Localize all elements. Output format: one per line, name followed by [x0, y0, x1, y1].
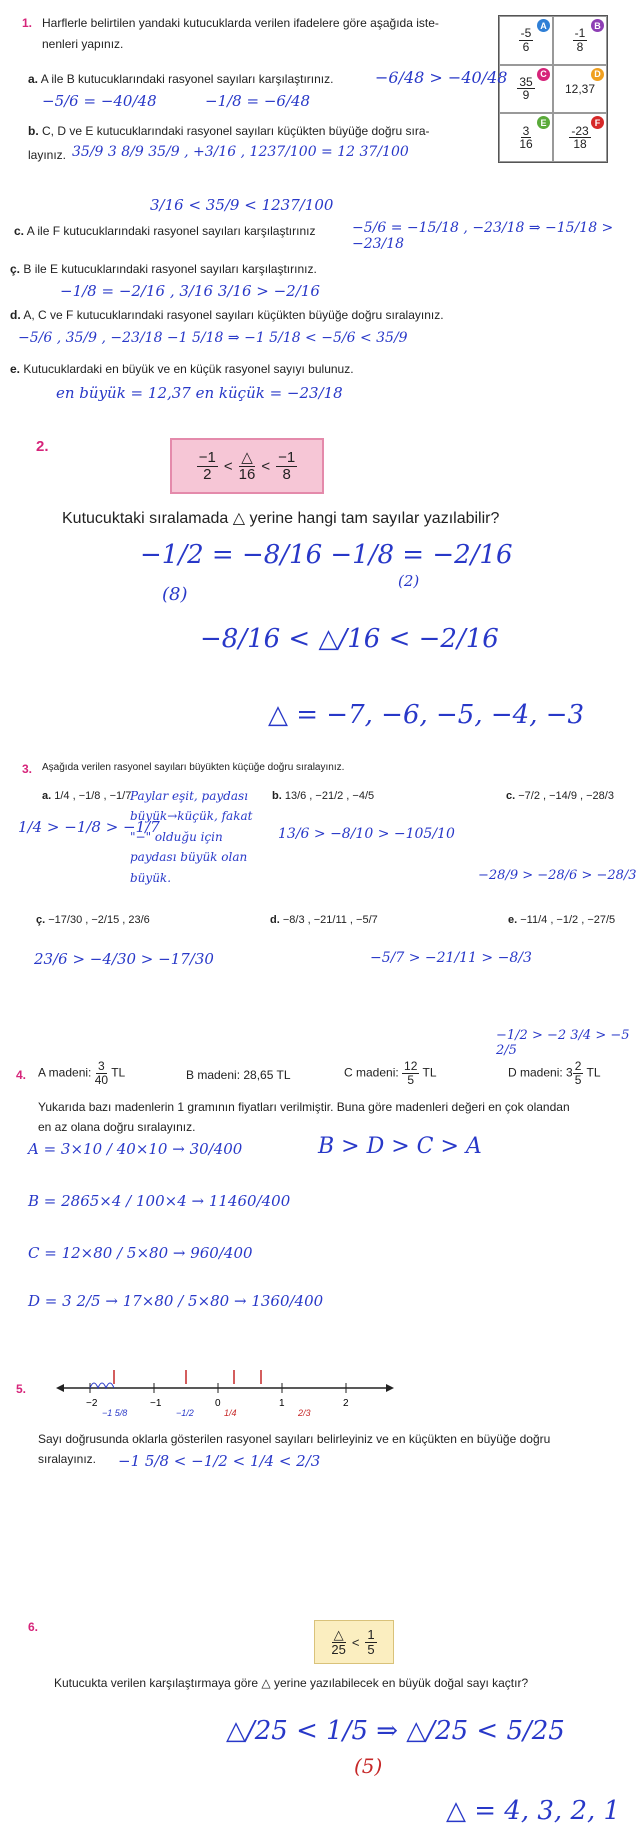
q4-hw-b: B = 2865×4 / 100×4 → 11460/400	[28, 1192, 291, 1210]
box-a-num: -5	[520, 26, 532, 41]
q4-d-whole: 3	[566, 1065, 573, 1080]
q1-a-hw-left2: −1/8 = −6/48	[205, 92, 311, 110]
q6-triangle: △	[333, 1626, 344, 1642]
q1-d-hw: −5/6 , 35/9 , −23/18 −1 5/18 ⇒ −1 5/18 < −5/6 < 35/9	[18, 330, 408, 346]
q4-c-den: 5	[407, 1072, 415, 1087]
q4-hw-c: C = 12×80 / 5×80 → 960/400	[28, 1244, 253, 1262]
q3-cc-hw: 23/6 > −4/30 > −17/30	[34, 950, 214, 968]
q1-e-hw: en büyük = 12,37 en küçük = −23/18	[56, 384, 343, 402]
q3-b-hw: 13/6 > −8/10 > −105/10	[278, 826, 455, 842]
q1-c	[14, 224, 315, 238]
q4-text1: Yukarıda bazı madenlerin 1 gramının fiyatları verilmiştir. Buna göre madenleri değeri en çok olandan	[38, 1100, 570, 1114]
hw-mark-label-3: 1/4	[224, 1408, 237, 1418]
q6-inequality-box: $\frac{\triangle}{25}$ < $\frac{1}{5}$	[314, 1620, 394, 1664]
q2-triangle: △	[241, 448, 253, 466]
q2-inequality-box: $\frac{-1}{2}$ < $\frac{\triangle}{16}$ < $\frac{-1}{8}$	[170, 438, 324, 494]
q4-mine-b: B madeni: 28,65 TL	[186, 1068, 291, 1082]
tick-label-two: 2	[343, 1398, 349, 1409]
q3-cc-items: −17/30 , −2/15 , 23/6	[48, 914, 150, 926]
q4-d-num: 2	[574, 1059, 582, 1073]
q5-hw-order: −1 5/8 < −1/2 < 1/4 < 2/3	[118, 1452, 321, 1470]
q6-hw-inequality: △/25 < 1/5 ⇒ △/25 < 5/25	[226, 1716, 565, 1746]
hw-mark-label-2: −1/2	[176, 1408, 194, 1418]
q1-cc-hw: −1/8 = −2/16 , 3/16 3/16 > −2/16	[60, 282, 320, 300]
q3-cc	[36, 914, 150, 926]
box-d-value: 12,37	[564, 81, 596, 96]
box-e	[499, 113, 553, 162]
q1-cc-text: B ile E kutucuklarındaki rasyonel sayıları karşılaştırınız.	[23, 262, 317, 276]
q4-a-currency: TL	[111, 1065, 126, 1080]
q3-a-hw: 1/4 > −1/8 > −1/7	[18, 818, 160, 836]
q4-d-label: D madeni:	[508, 1065, 563, 1080]
q1-intro	[42, 16, 482, 51]
q4-a-num: 3	[98, 1059, 105, 1073]
q3-a-items: 1/4 , −1/8 , −1/7	[54, 790, 132, 802]
q2-number: 2.	[36, 438, 49, 455]
q4-mine-d	[508, 1060, 601, 1086]
q3-c-items: −7/2 , −14/9 , −28/3	[518, 790, 614, 802]
q5-text2: sıralayınız.	[38, 1452, 97, 1466]
badge-b: B	[591, 19, 604, 32]
tick-label-one: 1	[279, 1398, 285, 1409]
q1-a-hw-right: −6/48 > −40/48	[375, 68, 508, 87]
q6-hw-answer: △ = 4, 3, 2, 1	[446, 1796, 621, 1826]
badge-e: E	[537, 116, 550, 129]
q3-d-label: d.	[270, 914, 280, 926]
badge-f: F	[591, 116, 604, 129]
q4-hw-a: A = 3×10 / 40×10 → 30/400	[28, 1140, 243, 1158]
q2-box-right-den: 8	[282, 465, 291, 483]
q1-b-hw-line: 35/9 3 8/9 35/9 , +3/16 , 1237/100 = 12 37/100	[72, 144, 409, 160]
box-c-num: 35	[519, 74, 533, 89]
q3-c-label: c.	[506, 790, 516, 802]
q4-hw-order: B > D > C > A	[318, 1134, 482, 1159]
q2-hw-mult1: (8)	[162, 584, 188, 605]
q4-a-den: 40	[94, 1072, 109, 1087]
q4-a-label: A madeni:	[38, 1065, 92, 1080]
q2-hw-answer: △ = −7, −6, −5, −4, −3	[268, 700, 585, 730]
q1-a-label: a.	[28, 72, 39, 86]
q6-box-left-den: 25	[331, 1641, 346, 1657]
q5-number-line	[56, 1366, 396, 1418]
q2-box-left-num: −1	[198, 448, 216, 466]
q1-b	[28, 124, 468, 138]
tick-label-minus2: −2	[86, 1398, 98, 1409]
q3-number: 3.	[22, 762, 33, 776]
q5-text1: Sayı doğrusunda oklarla gösterilen rasyonel sayıları belirleyiniz ve en küçükten en büyüğe doğru	[38, 1432, 551, 1446]
q3-d-hw: −5/7 > −21/11 > −8/3	[370, 950, 532, 966]
q3-e	[508, 914, 615, 926]
q2-box-right-num: −1	[278, 448, 296, 466]
q3-b	[272, 790, 374, 802]
q2-hw-mult2: (2)	[398, 572, 420, 590]
q1-a	[28, 72, 333, 86]
tick-label-minus1: −1	[150, 1398, 162, 1409]
q1-b-label: b.	[28, 124, 39, 138]
q4-d-den: 5	[574, 1072, 582, 1087]
badge-c: C	[537, 68, 550, 81]
box-e-den: 16	[519, 137, 533, 152]
box-d	[553, 65, 607, 114]
q3-c-hw: −28/9 > −28/6 > −28/3	[478, 868, 637, 883]
q1-intro-line1: Harflerle belirtilen yandaki kutucuklarda verilen ifadelere göre aşağıda iste-	[42, 16, 439, 30]
q6-question: Kutucukta verilen karşılaştırmaya göre △ yerine yazılabilecek en büyük doğal sayı kaçtır?	[54, 1676, 529, 1690]
q6-box-right-den: 5	[367, 1641, 375, 1657]
q1-intro-line2: nenleri yapınız.	[42, 37, 124, 51]
q1-b-text2: layınız.	[28, 148, 67, 162]
q1-a-hw-left1: −5/6 = −40/48	[42, 92, 157, 110]
q4-mine-c	[344, 1060, 437, 1086]
hw-mark-label-1: −1 5/8	[102, 1408, 128, 1418]
q1-d-label: d.	[10, 308, 21, 322]
q1-e	[10, 362, 354, 376]
box-f-num: -23	[571, 123, 589, 138]
q1-b-hw-result: 3/16 < 35/9 < 1237/100	[150, 196, 334, 214]
q3-a-note: Paylar eşit, paydası büyük→küçük, fakat "−" olduğu için paydası büyük olan büyük.	[130, 789, 253, 885]
hw-mark-label-4: 2/3	[298, 1408, 311, 1418]
q2-box-mid-den: 16	[238, 465, 256, 483]
q4-c-currency: TL	[422, 1065, 437, 1080]
q2-box-left-den: 2	[203, 465, 212, 483]
q1-d-text: A, C ve F kutucuklarındaki rasyonel sayıları küçükten büyüğe doğru sıralayınız.	[23, 308, 444, 322]
q3-e-label: e.	[508, 914, 518, 926]
q3-e-items: −11/4 , −1/2 , −27/5	[520, 914, 616, 926]
box-c-den: 9	[522, 88, 530, 103]
q4-text2: en az olana doğru sıralayınız.	[38, 1120, 196, 1134]
box-e-num: 3	[522, 123, 530, 138]
q1-e-text: Kutucuklardaki en büyük ve en küçük rasyonel sayıyı bulunuz.	[23, 362, 354, 376]
q6-number: 6.	[28, 1620, 39, 1634]
q3-a	[42, 790, 131, 802]
box-b	[553, 16, 607, 65]
q1-number: 1.	[22, 16, 33, 30]
q6-box-right-num: 1	[367, 1626, 375, 1642]
q1-e-label: e.	[10, 362, 21, 376]
q6-hw-mult: (5)	[354, 1754, 383, 1778]
q4-text	[38, 1100, 628, 1134]
box-b-num: -1	[574, 26, 586, 41]
box-f-den: 18	[573, 137, 587, 152]
q4-mine-a	[38, 1060, 125, 1086]
q3-b-label: b.	[272, 790, 282, 802]
right-arrow-icon	[386, 1384, 394, 1392]
q1-b-text1: C, D ve E kutucuklarındaki rasyonel sayıları küçükten büyüğe doğru sıra-	[42, 124, 430, 138]
q1-c-label: c.	[14, 224, 25, 238]
q3-c	[506, 790, 614, 802]
q1-cc-label: ç.	[10, 262, 21, 276]
box-b-den: 8	[576, 39, 584, 54]
tick-label-zero: 0	[215, 1398, 221, 1409]
q5-number: 5.	[16, 1382, 27, 1396]
box-a	[499, 16, 553, 65]
q4-number: 4.	[16, 1068, 27, 1082]
q4-c-label: C madeni:	[344, 1065, 399, 1080]
q4-hw-d: D = 3 2/5 → 17×80 / 5×80 → 1360/400	[28, 1292, 324, 1310]
q3-d-items: −8/3 , −21/11 , −5/7	[282, 914, 378, 926]
q3-d	[270, 914, 378, 926]
letter-box-grid	[498, 15, 608, 163]
q1-d	[10, 308, 444, 322]
q4-d-currency: TL	[586, 1065, 601, 1080]
box-f	[553, 113, 607, 162]
q1-cc	[10, 262, 317, 276]
q3-b-items: 13/6 , −21/2 , −4/5	[284, 790, 375, 802]
q2-hw-inequality: −8/16 < △/16 < −2/16	[200, 624, 499, 654]
badge-d: D	[591, 68, 604, 81]
q1-c-text: A ile F kutucuklarındaki rasyonel sayıları karşılaştırınız	[26, 224, 316, 238]
q2-question: Kutucuktaki sıralamada △ yerine hangi tam sayılar yazılabilir?	[62, 510, 500, 527]
q3-intro: Aşağıda verilen rasyonel sayıları büyükten küçüğe doğru sıralayınız.	[42, 762, 345, 773]
left-arrow-icon	[56, 1384, 64, 1392]
q2-hw-line1: −1/2 = −8/16 −1/8 = −2/16	[140, 540, 513, 570]
q3-a-label: a.	[42, 790, 52, 802]
q1-c-hw: −5/6 = −15/18 , −23/18 ⇒ −15/18 > −23/18	[352, 220, 614, 252]
q1-a-text: A ile B kutucuklarındaki rasyonel sayıları karşılaştırınız.	[40, 72, 334, 86]
box-a-den: 6	[522, 39, 530, 54]
q3-cc-label: ç.	[36, 914, 46, 926]
q3-e-hw: −1/2 > −2 3/4 > −5 2/5	[496, 1028, 630, 1058]
q4-c-num: 12	[404, 1059, 418, 1073]
badge-a: A	[537, 19, 550, 32]
